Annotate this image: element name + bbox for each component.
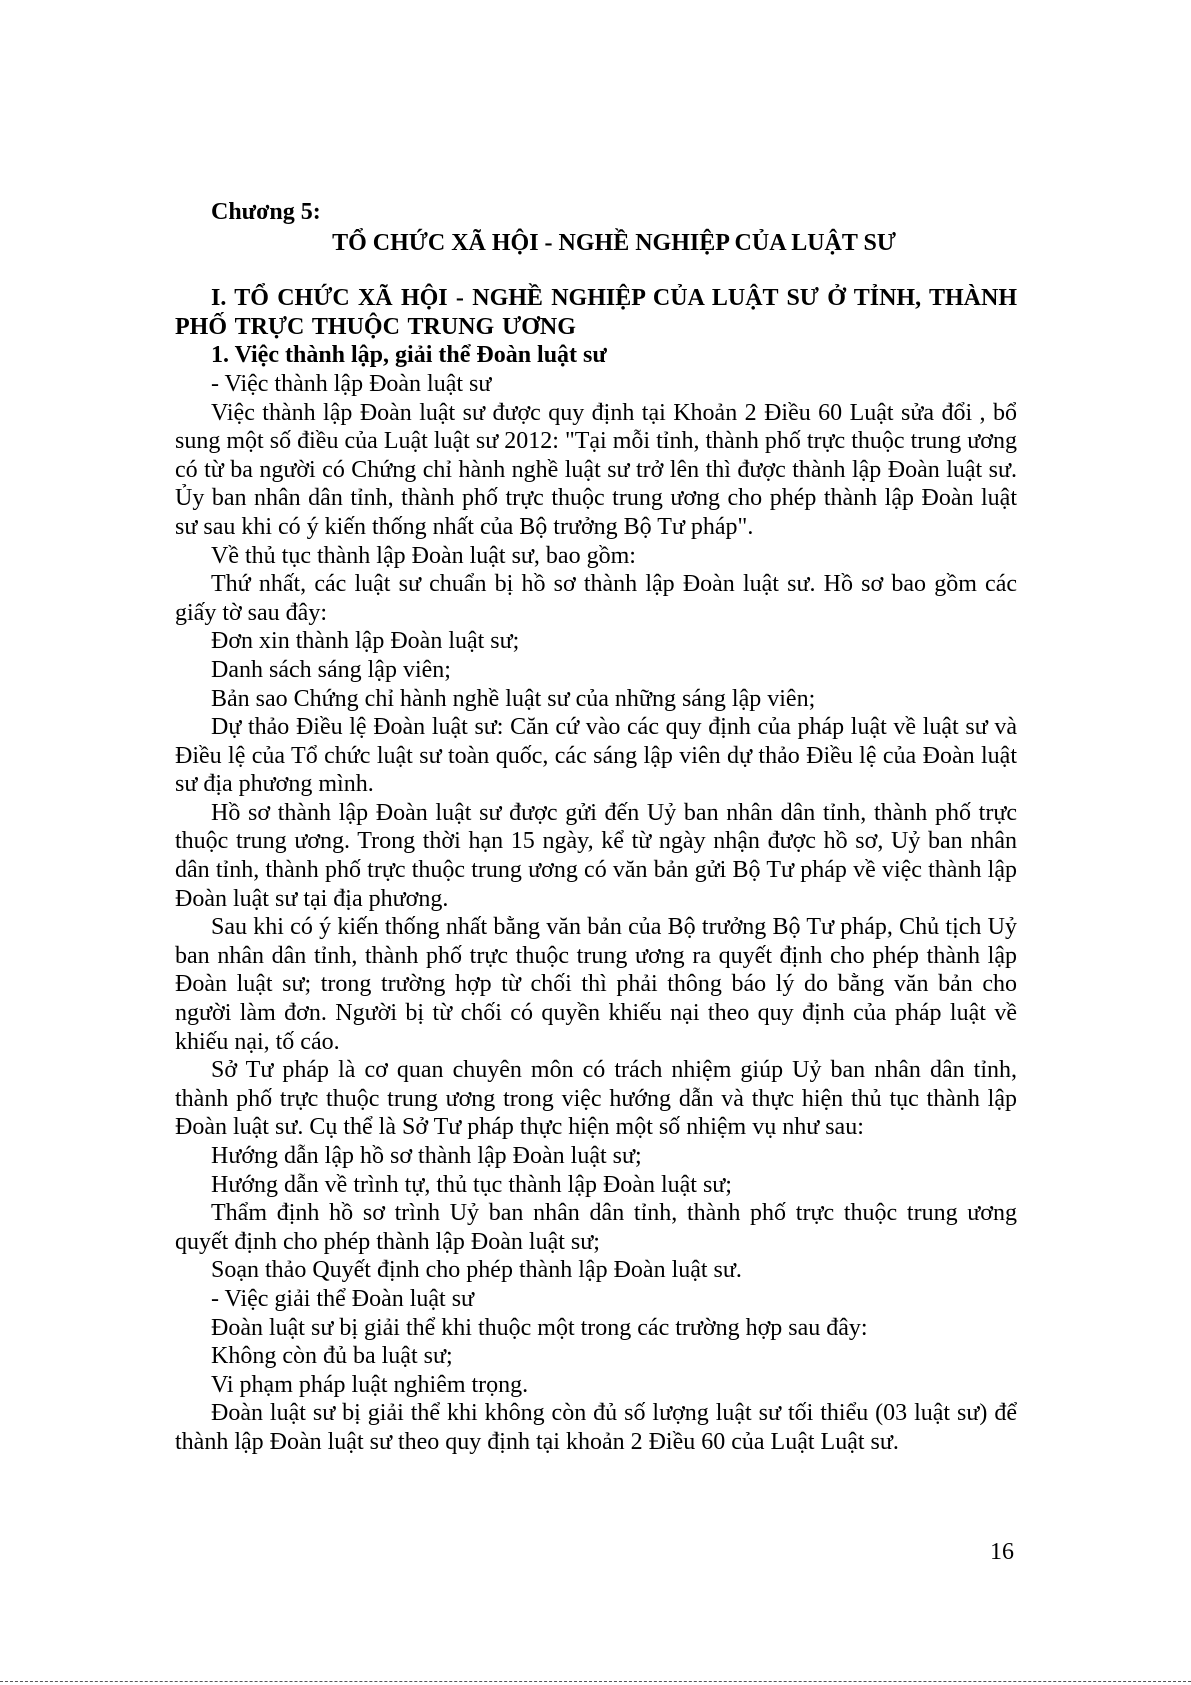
paragraph: Dự thảo Điều lệ Đoàn luật sư: Căn cứ vào các quy định của pháp luật về luật sư và Điều lệ của Tổ chức luật sư toàn quốc, các sáng lập viên dự thảo Điều lệ của Đoàn luật sư địa phương mình. [175, 714, 1017, 798]
paragraph: Việc thành lập Đoàn luật sư được quy định tại Khoản 2 Điều 60 Luật sửa đổi , bổ sung một số điều của Luật luật sư 2012: "Tại mỗi tỉnh, thành phố trực thuộc trung ương có từ ba người có Chứng chỉ hành nghề luật sư trở lên thì được thành lập Đoàn luật sư. Ủy ban nhân dân tỉnh, thành phố trực thuộc trung ương cho phép thành lập Đoàn luật sư sau khi có ý kiến thống nhất của Bộ trưởng Bộ Tư pháp". [175, 399, 1017, 540]
chapter-title: TỔ CHỨC XÃ HỘI - NGHỀ NGHIỆP CỦA LUẬT SƯ [332, 229, 896, 256]
subsection-title: 1. Việc thành lập, giải thể Đoàn luật sư [211, 342, 607, 369]
paragraph: Thứ nhất, các luật sư chuẩn bị hồ sơ thành lập Đoàn luật sư. Hồ sơ bao gồm các giấy tờ sau đây: [175, 571, 1017, 626]
paragraph: Đoàn luật sư bị giải thể khi không còn đủ số lượng luật sư tối thiểu (03 luật sư) để thành lập Đoàn luật sư theo quy định tại khoản 2 Điều 60 của Luật Luật sư. [175, 1400, 1017, 1455]
paragraph: Vi phạm pháp luật nghiêm trọng. [211, 1371, 529, 1398]
paragraph: Đơn xin thành lập Đoàn luật sư; [211, 628, 520, 655]
paragraph: Không còn đủ ba luật sư; [211, 1343, 453, 1370]
paragraph: Thẩm định hồ sơ trình Uỷ ban nhân dân tỉnh, thành phố trực thuộc trung ương quyết định cho phép thành lập Đoàn luật sư; [175, 1200, 1017, 1255]
paragraph: Đoàn luật sư bị giải thể khi thuộc một trong các trường hợp sau đây: [211, 1314, 868, 1341]
paragraph: Sở Tư pháp là cơ quan chuyên môn có trách nhiệm giúp Uỷ ban nhân dân tỉnh, thành phố trực thuộc trung ương trong việc hướng dẫn và thực hiện thủ tục thành lập Đoàn luật sư. Cụ thể là Sở Tư pháp thực hiện một số nhiệm vụ như sau: [175, 1057, 1017, 1141]
paragraph: Hướng dẫn lập hồ sơ thành lập Đoàn luật sư; [211, 1143, 642, 1169]
paragraph: Sau khi có ý kiến thống nhất bằng văn bản của Bộ trưởng Bộ Tư pháp, Chủ tịch Uỷ ban nhân dân tỉnh, thành phố trực thuộc trung ương ra quyết định cho phép thành lập Đoàn luật sư; trong trường hợp từ chối thì phải thông báo lý do bằng văn bản cho người làm đơn. Người bị từ chối có quyền khiếu nại theo quy định của pháp luật về khiếu nại, tố cáo. [175, 914, 1017, 1055]
page-number: 16 [990, 1539, 1014, 1565]
paragraph: Danh sách sáng lập viên; [211, 656, 451, 683]
paragraph: Hồ sơ thành lập Đoàn luật sư được gửi đến Uỷ ban nhân dân tỉnh, thành phố trực thuộc trung ương. Trong thời hạn 15 ngày, kể từ ngày nhận được hồ sơ, Uỷ ban nhân dân tỉnh, thành phố trực thuộc trung ương có văn bản gửi Bộ Tư pháp về việc thành lập Đoàn luật sư tại địa phương. [175, 799, 1017, 912]
paragraph: Soạn thảo Quyết định cho phép thành lập Đoàn luật sư. [211, 1257, 742, 1284]
paragraph: Hướng dẫn về trình tự, thủ tục thành lập Đoàn luật sư; [211, 1171, 732, 1198]
paragraph: Về thủ tục thành lập Đoàn luật sư, bao gồm: [211, 542, 636, 569]
page-content [175, 198, 1017, 1457]
paragraph: - Việc giải thể Đoàn luật sư [211, 1285, 475, 1312]
chapter-label: Chương 5: [211, 199, 321, 225]
section-title: I. TỔ CHỨC XÃ HỘI - NGHỀ NGHIỆP CỦA LUẬT SƯ Ở TỈNH, THÀNH PHỐ TRỰC THUỘC TRUNG ƯƠNG [175, 285, 1017, 340]
paragraph: - Việc thành lập Đoàn luật sư [211, 370, 492, 397]
paragraph: Bản sao Chứng chỉ hành nghề luật sư của những sáng lập viên; [211, 685, 816, 712]
footer-divider [0, 1681, 1191, 1682]
